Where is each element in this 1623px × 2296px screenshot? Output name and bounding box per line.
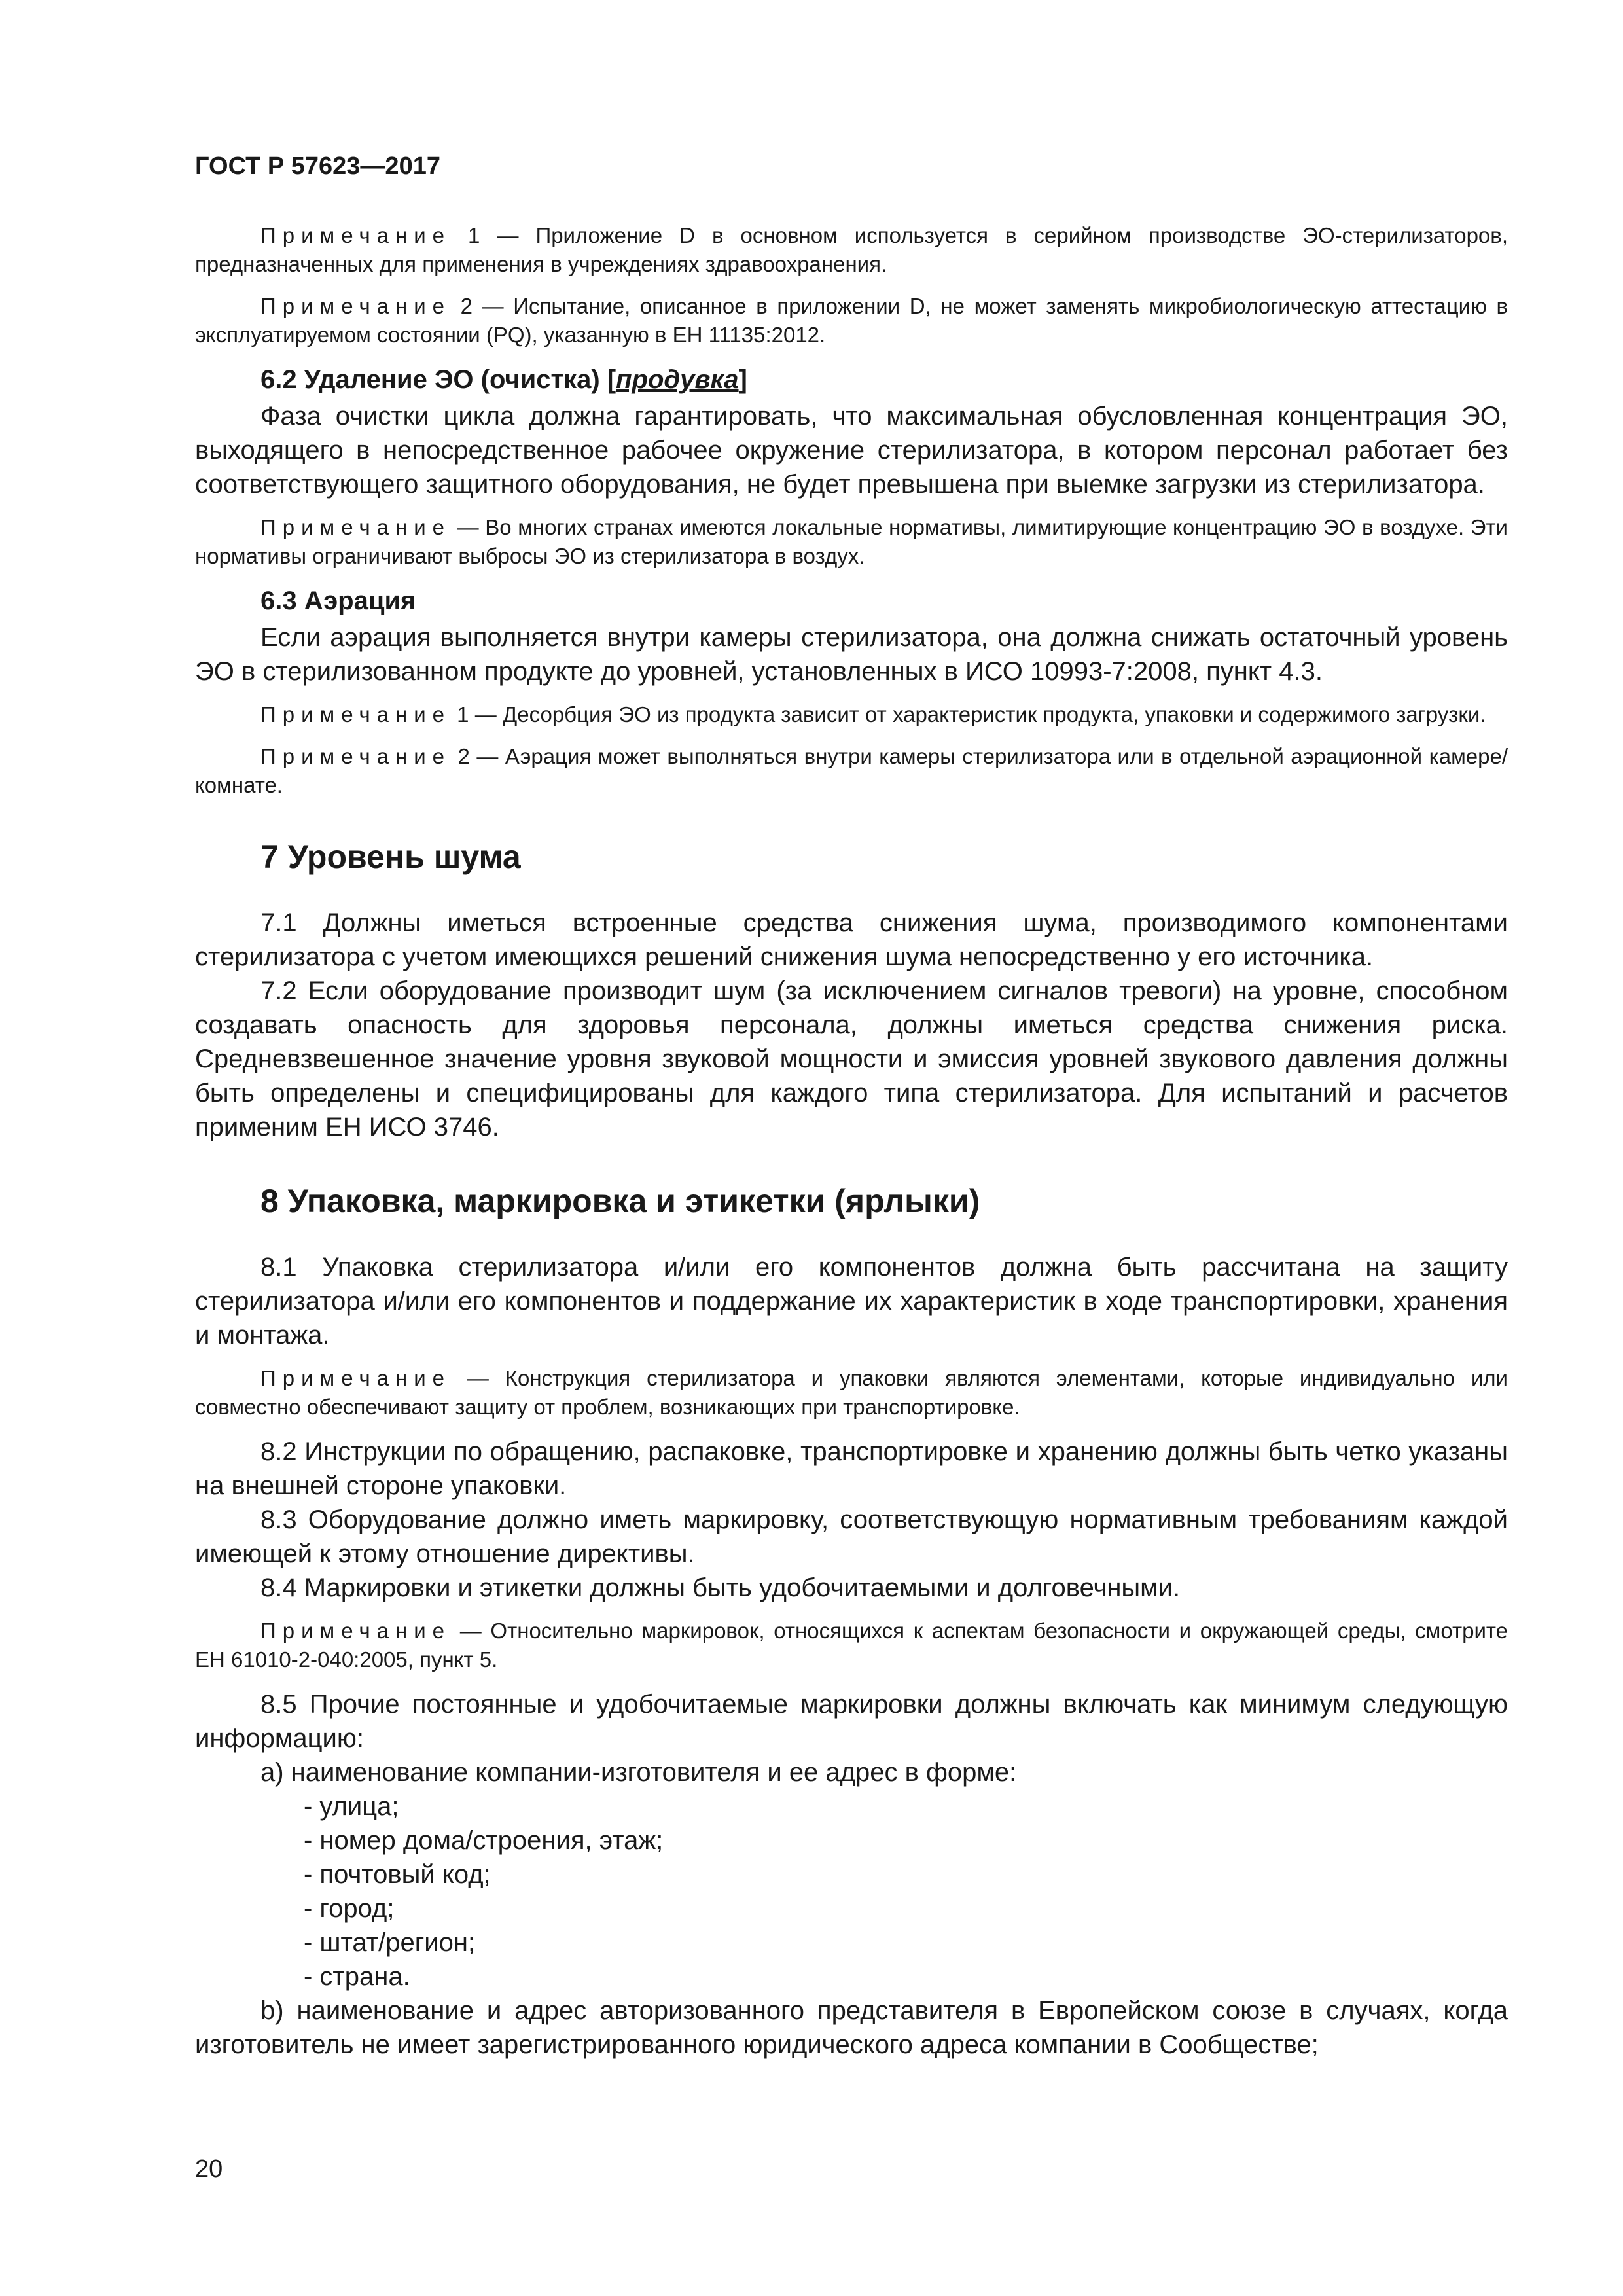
note-text: 2 — Аэрация может выполняться внутри камеры стерилизатора или в отдельной аэрационной камере/комнате. <box>195 744 1508 797</box>
note-text: 1 — Десорбция ЭО из продукта зависит от характеристик продукта, упаковки и содержимого загрузки. <box>451 702 1486 726</box>
dash-list-item: - почтовый код; <box>304 1860 491 1889</box>
note-text: 1 — Приложение D в основном используется в серийном производстве ЭО-стерилизаторов, предназначенных для применения в учреждениях здравоохранения. <box>195 223 1508 276</box>
note <box>195 513 1508 571</box>
dash-list-item: - штат/регион; <box>304 1928 476 1957</box>
note-label: Примечание <box>260 515 452 539</box>
note <box>195 1364 1508 1422</box>
note <box>195 292 1508 350</box>
section-heading-7: 7 Уровень шума <box>260 838 521 875</box>
dash-list-item: - страна. <box>304 1962 410 1991</box>
document-header: ГОСТ Р 57623—2017 <box>195 152 440 180</box>
note-label: Примечание <box>260 294 452 318</box>
heading-bracket: ] <box>738 365 747 394</box>
note-text: — Конструкция стерилизатора и упаковки являются элементами, которые индивидуально или совместно обеспечивают защиту от проблем, возникающих при транспортировке. <box>195 1366 1508 1419</box>
paragraph: 8.4 Маркировки и этикетки должны быть удобочитаемыми и долговечными. <box>260 1573 1181 1602</box>
note-text: — Относительно маркировок, относящихся к аспектам безопасности и окружающей среды, смотрите ЕН 61010-2-040:2005, пункт 5. <box>195 1619 1508 1672</box>
note-label: Примечание <box>260 1619 452 1643</box>
paragraph: 7.2 Если оборудование производит шум (за исключением сигналов тревоги) на уровне, способном создавать опасность для здоровья персонала, должны иметься средства снижения риска. Средневзвешенное значение уровня звуковой мощности и эмиссия уровней звукового давления должны быть определены и специфицированы для каждого типа стерилизатора. Для испытаний и расчетов применим ЕН ИСО 3746. <box>195 977 1508 1141</box>
paragraph: Фаза очистки цикла должна гарантировать, что максимальная обусловленная концентрация ЭО, выходящего в непосредственное рабочее окружение стерилизатора, в котором персонал работает без соответствующего защитного оборудования, не будет превышена при выемке загрузки из стерилизатора. <box>195 402 1508 499</box>
list-item: a) наименование компании-изготовителя и ее адрес в форме: <box>260 1758 1017 1787</box>
heading-italic-term: продувка <box>616 365 739 394</box>
list-item: b) наименование и адрес авторизованного представителя в Европейском союзе в случаях, когда изготовитель не имеет зарегистрированного юридического адреса компании в Сообществе; <box>195 1996 1508 2059</box>
note-label: Примечание <box>260 1366 452 1390</box>
note-label: Примечание <box>260 223 452 247</box>
paragraph: 8.5 Прочие постоянные и удобочитаемые маркировки должны включать как минимум следующую информацию: <box>195 1690 1508 1753</box>
note <box>195 700 1508 729</box>
note <box>195 742 1508 800</box>
note-label: Примечание <box>260 744 452 768</box>
heading-text: 6.2 Удаление ЭО (очистка) [ <box>260 365 616 394</box>
page-number: 20 <box>195 2155 223 2183</box>
note <box>195 1617 1508 1674</box>
paragraph: 7.1 Должны иметься встроенные средства снижения шума, производимого компонентами стерилизатора с учетом имеющихся решений снижения шума непосредственно у его источника. <box>195 908 1508 971</box>
note-text: — Во многих странах имеются локальные нормативы, лимитирующие концентрацию ЭО в воздухе. Эти нормативы ограничивают выбросы ЭО из стерилизатора в воздух. <box>195 515 1508 568</box>
paragraph: 8.2 Инструкции по обращению, распаковке, транспортировке и хранению должны быть четко указаны на внешней стороне упаковки. <box>195 1437 1508 1500</box>
dash-list-item: - город; <box>304 1894 395 1923</box>
paragraph: 8.1 Упаковка стерилизатора и/или его компонентов должна быть рассчитана на защиту стерилизатора и/или его компонентов и поддержание их характеристик в ходе транспортировки, хранения и монтажа. <box>195 1253 1508 1350</box>
section-heading-8: 8 Упаковка, маркировка и этикетки (ярлыки) <box>260 1183 980 1219</box>
subsection-heading-6-3: 6.3 Аэрация <box>260 586 416 615</box>
dash-list-item: - номер дома/строения, этаж; <box>304 1826 664 1855</box>
subsection-heading-6-2 <box>195 363 1508 397</box>
page-content <box>195 151 1508 2062</box>
note-text: 2 — Испытание, описанное в приложении D, не может заменять микробиологическую аттестацию в эксплуатируемом состоянии (PQ), указанную в ЕН 11135:2012. <box>195 294 1508 347</box>
dash-list-item: - улица; <box>304 1792 399 1821</box>
note-label: Примечание <box>260 702 452 726</box>
note <box>195 221 1508 279</box>
paragraph: Если аэрация выполняется внутри камеры стерилизатора, она должна снижать остаточный уровень ЭО в стерилизованном продукте до уровней, установленных в ИСО 10993-7:2008, пункт 4.3. <box>195 623 1508 686</box>
paragraph: 8.3 Оборудование должно иметь маркировку, соответствующую нормативным требованиям каждой имеющей к этому отношение директивы. <box>195 1505 1508 1568</box>
